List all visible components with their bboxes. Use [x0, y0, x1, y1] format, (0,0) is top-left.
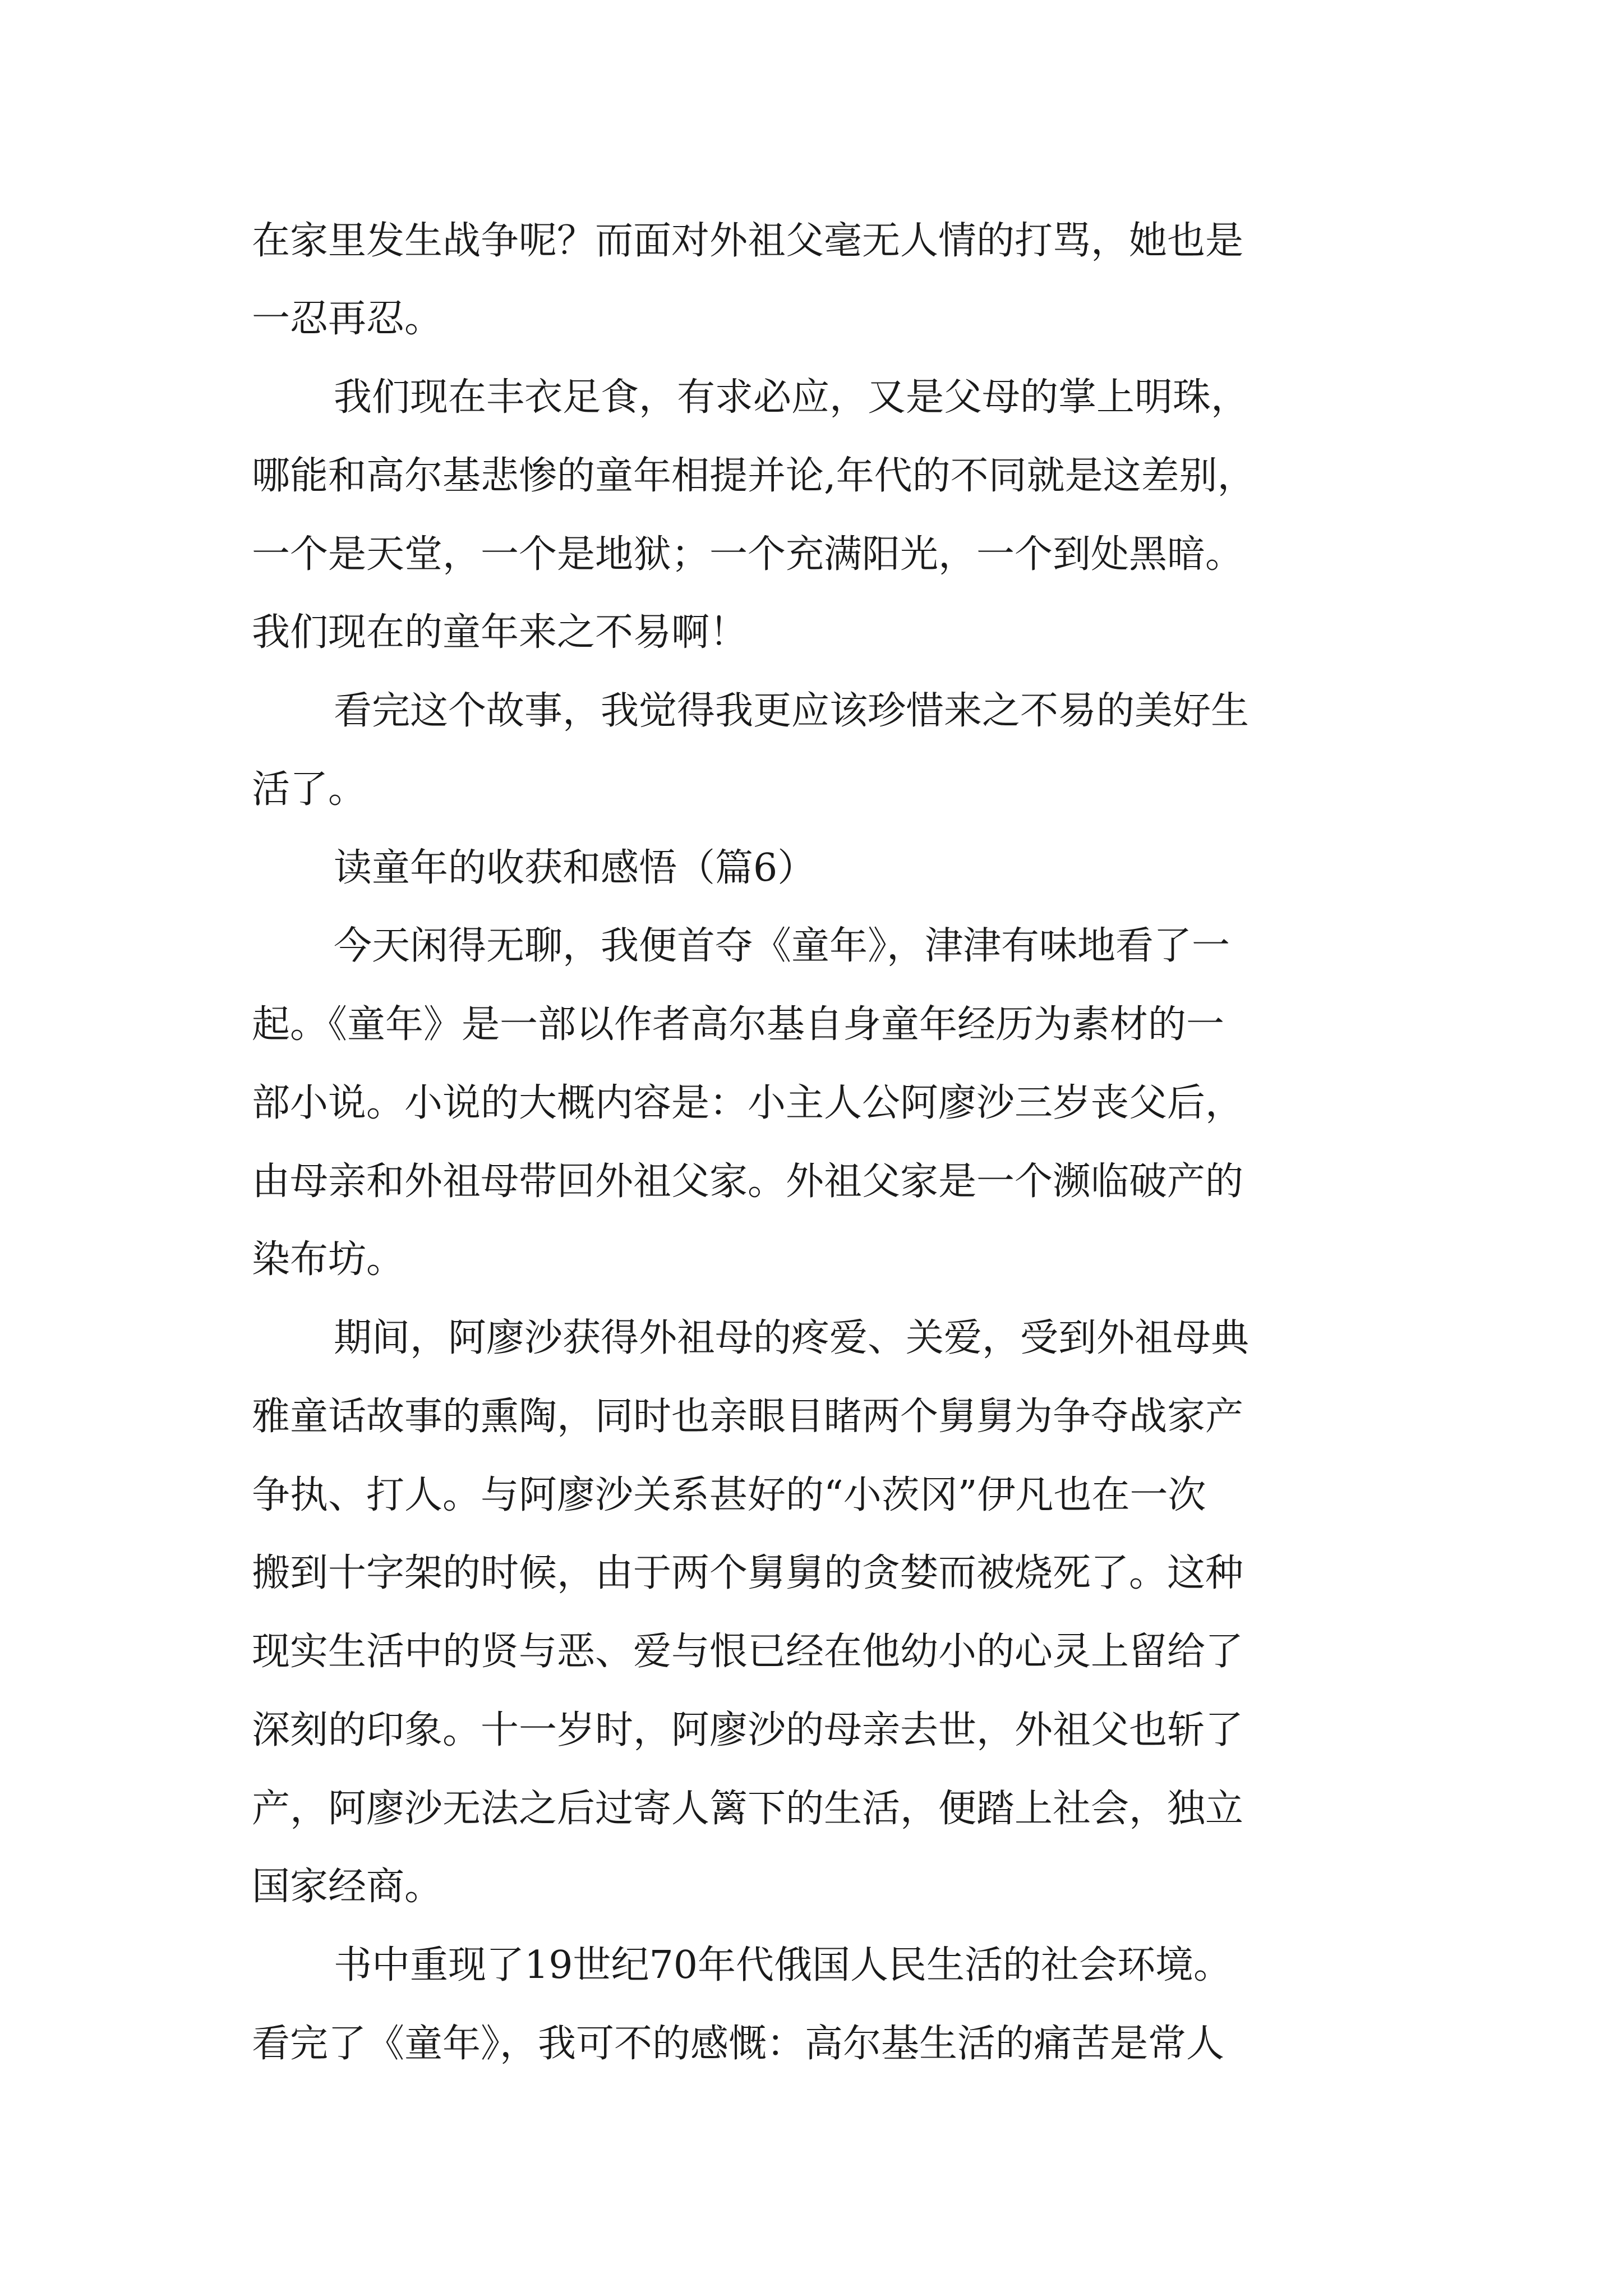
text-line: 产，阿廖沙无法之后过寄人篱下的生活，便踏上社会，独立	[252, 1787, 1244, 1831]
text-line: 看完了《童年》，我可不的感慨：高尔基生活的痛苦是常人	[252, 2022, 1225, 2066]
text-line: 争执、打人。与阿廖沙关系甚好的“小茨冈”伊凡也在一次	[252, 1473, 1206, 1517]
text-line: 由母亲和外祖母带回外祖父家。外祖父家是一个濒临破产的	[252, 1159, 1244, 1204]
text-line: 染布坊。	[252, 1237, 405, 1282]
text-line: 我们现在丰衣足食，有求必应，又是父母的掌上明珠，	[334, 375, 1249, 420]
text-line: 在家里发生战争呢？而面对外祖父毫无人情的打骂，她也是	[252, 219, 1244, 263]
text-line: 起。《童年》是一部以作者高尔基自身童年经历为素材的一	[252, 1002, 1225, 1047]
section-heading: 读童年的收获和感悟（篇6）	[334, 846, 816, 890]
text-line: 一忍再忍。	[252, 297, 443, 341]
text-line: 现实生活中的贤与恶、爱与恨已经在他幼小的心灵上留给了	[252, 1630, 1244, 1674]
text-line: 雅童话故事的熏陶，同时也亲眼目睹两个舅舅为争夺战家产	[252, 1395, 1244, 1439]
text-line: 书中重现了19世纪70年代俄国人民生活的社会环境。	[334, 1943, 1232, 1987]
text-line: 活了。	[252, 767, 367, 812]
text-line: 国家经商。	[252, 1865, 443, 1909]
text-line: 看完这个故事，我觉得我更应该珍惜来之不易的美好生	[334, 689, 1249, 733]
text-line: 期间，阿廖沙获得外祖母的疼爱、关爱，受到外祖母典	[334, 1316, 1249, 1360]
text-line: 一个是天堂，一个是地狱；一个充满阳光，一个到处黑暗。	[252, 532, 1244, 577]
text-line: 哪能和高尔基悲惨的童年相提并论,年代的不同就是这差别，	[252, 454, 1256, 498]
text-line: 部小说。小说的大概内容是：小主人公阿廖沙三岁丧父后，	[252, 1081, 1244, 1125]
text-line: 深刻的印象。十一岁时，阿廖沙的母亲去世，外祖父也斩了	[252, 1708, 1244, 1752]
text-line: 今天闲得无聊，我便首夺《童年》，津津有味地看了一	[334, 924, 1230, 968]
text-line: 搬到十字架的时候，由于两个舅舅的贪婪而被烧死了。这种	[252, 1551, 1244, 1595]
text-line: 我们现在的童年来之不易啊！	[252, 610, 748, 655]
